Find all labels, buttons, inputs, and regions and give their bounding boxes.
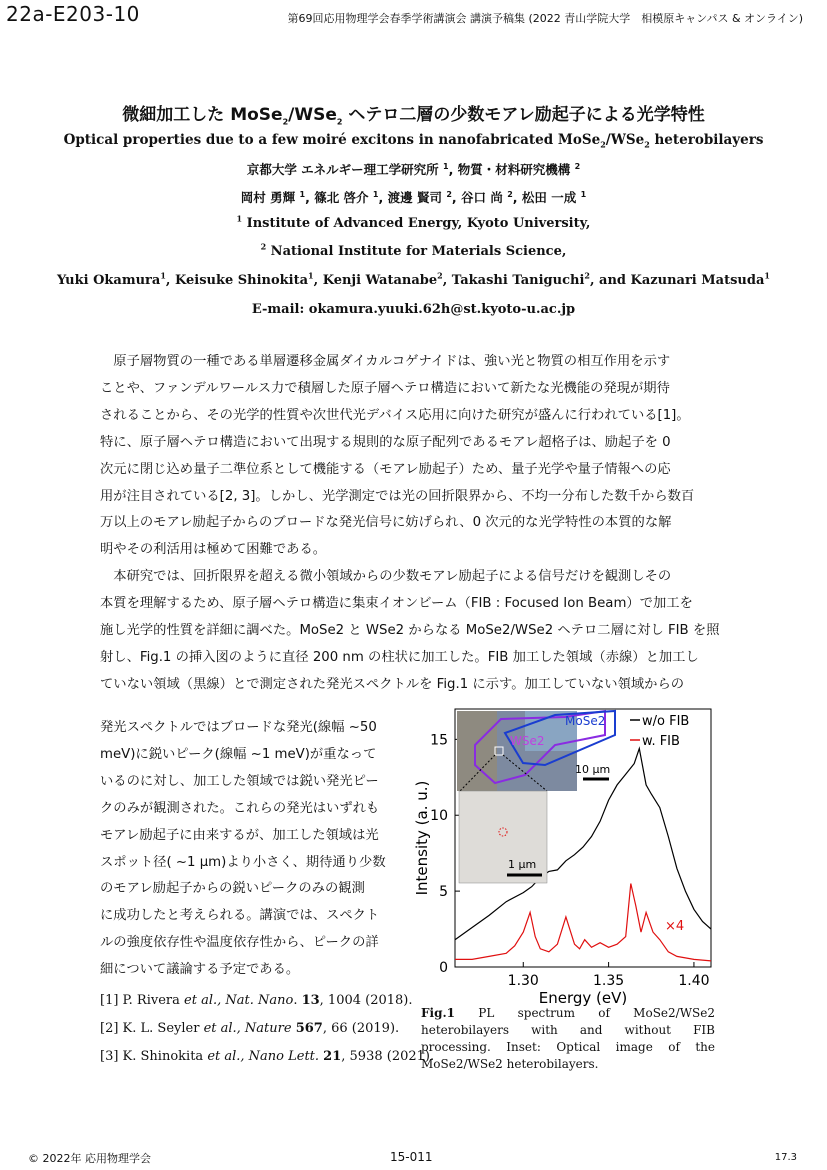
footer-number: 17.3: [774, 1152, 797, 1163]
multiplier-label: ×4: [665, 919, 685, 934]
y-axis-label: Intensity (a. u.): [413, 780, 431, 896]
author-en: Yuki Okamura: [57, 273, 161, 288]
affiliations-japanese: 京都大学 エネルギー理工学研究所 $^1$, 物質・材料研究機構 $^2$: [246, 161, 581, 177]
wse2-label: WSe2: [510, 734, 545, 748]
figure-1: [405, 705, 727, 1010]
conference-header: 第69回応用物理学会春季学術講演会 講演予稿集 (2022 青山学院大学 相模原キャンパス & オンライン): [287, 12, 803, 25]
scale-bar-large: 10 µm: [575, 763, 611, 776]
body-line: 特に、原子層ヘテロ構造において出現する規則的な原子配列であるモアレ超格子は、励起子を 0: [100, 434, 671, 450]
figure-caption: Fig.1 PL spectrum of MoSe2/WSe2 heterobilayers with and without FIB processing. Inset: Optical image of the MoSe2/WSe2 heterobilayers.: [421, 1006, 715, 1071]
author-en: Takashi Taniguchi: [451, 273, 585, 288]
y-tick-label: 10: [430, 808, 448, 825]
inset-zoom-image: [459, 791, 547, 883]
title-english: Optical properties due to a few moiré excitons in nanofabricated MoSe$_2$/WSe$_2$ heterobilayers: [63, 132, 764, 150]
body-line: されることから、その光学的性質や次世代光デバイス応用に向けた研究が盛んに行われている[1]。: [100, 407, 690, 423]
y-tick-label: 5: [439, 884, 448, 901]
session-id: 22a-E203-10: [6, 2, 140, 26]
body-line: 発光スペクトルではブロードな発光(線幅 ~50: [100, 720, 377, 735]
body-line: 万以上のモアレ励起子からのブロードな発光信号に妨げられ、0 次元的な光学特性の本質的な解: [100, 515, 672, 531]
affiliation-2: $^2$ National Institute for Materials Science,: [260, 241, 567, 259]
author-ja: 渡邊 賢司: [387, 190, 447, 205]
body-line: ことや、ファンデルワールス力で積層した原子層ヘテロ構造において新たな光機能の発現が期待: [100, 380, 670, 396]
reference-item: [2] K. L. Seyler et al., Nature 567, 66 (2019).: [100, 1021, 400, 1036]
body-line: meV)に鋭いピーク(線幅 ~1 meV)が重なって: [100, 746, 377, 762]
y-tick-label: 15: [430, 732, 448, 749]
footer-page: 15-011: [390, 1150, 433, 1164]
legend-wo-fib: w/o FIB: [642, 714, 690, 729]
author-en: Kenji Watanabe: [322, 273, 438, 288]
body-line: に成功したと考えられる。講演では、スペクト: [100, 908, 380, 924]
authors-japanese: 岡村 勇輝 $^1$, 篠北 啓介 $^1$, 渡邊 賢司 $^2$, 谷口 尚 $^2$, 松田 一成 $^1$: [240, 189, 587, 205]
authors-english: Yuki Okamura$^1$, Keisuke Shinokita$^1$, Kenji Watanabe$^2$, Takashi Taniguchi$^2$, and Kazunari Matsuda$^1$: [57, 270, 770, 288]
legend: [630, 714, 689, 749]
body-line: 明やその利活用は極めて困難である。: [100, 542, 327, 558]
reference-item: [1] P. Rivera et al., Nat. Nano. 13, 1004 (2018).: [100, 993, 413, 1008]
body-line: ていない領域（黒線）とで測定された発光スペクトルを Fig.1 に示す。加工していない領域からの: [100, 676, 685, 692]
body-line: のモアレ励起子からの鋭いピークのみの観測: [100, 881, 365, 897]
reference-item: [3] K. Shinokita et al., Nano Lett. 21, 5938 (2021).: [100, 1049, 435, 1064]
x-tick-label: 1.35: [593, 973, 625, 989]
author-ja: 篠北 啓介: [314, 190, 373, 205]
email: E-mail: okamura.yuuki.62h@st.kyoto-u.ac.jp: [251, 302, 576, 317]
body-line: 原子層物質の一種である単層遷移金属ダイカルコゲナイドは、強い光と物質の相互作用を示す: [100, 354, 671, 369]
title-japanese: 微細加工した MoSe$_2$/WSe$_2$ ヘテロ二層の少数モアレ励起子による光学特性: [122, 105, 705, 127]
footer-copyright: © 2022年 応用物理学会: [28, 1152, 151, 1165]
body-line: ルの強度依存性や温度依存性から、ピークの詳: [100, 935, 379, 951]
legend-w-fib: w. FIB: [642, 734, 680, 749]
body-line: 本質を理解するため、原子層ヘテロ構造に集束イオンビーム（FIB : Focused Ion Beam）で加工を: [100, 596, 693, 612]
body-line: 本研究では、回折限界を超える微小領域からの少数モアレ励起子による信号だけを観測しその: [100, 569, 672, 585]
author-ja: 松田 一成: [521, 190, 581, 205]
body-line: モアレ励起子に由来するが、加工した領域は光: [100, 827, 379, 843]
body-line: クのみが観測された。これらの発光はいずれも: [100, 800, 380, 816]
body-line: 次元に閉じ込め量子二準位系として機能する（モアレ励起子）ため、量子光学や量子情報への応: [100, 461, 671, 477]
author-en: Keisuke Shinokita: [174, 273, 309, 288]
affiliation-1: $^1$ Institute of Advanced Energy, Kyoto University,: [236, 213, 591, 231]
body-line: 用が注目されている[2, 3]。しかし、光学測定では光の回折限界から、不均一分布した数千から数百: [100, 488, 695, 504]
author-ja: 谷口 尚: [461, 190, 508, 205]
body-line: いるのに対し、加工した領域では鋭い発光ピー: [100, 773, 379, 789]
body-line: スポット径( ~1 µm)より小さく、期待通り少数: [100, 854, 386, 870]
body-line: 施し光学的性質を詳細に調べた。MoSe2 と WSe2 からなる MoSe2/WSe2 ヘテロ二層に対し FIB を照: [100, 623, 720, 638]
scale-bar-small: 1 µm: [508, 858, 537, 871]
x-tick-label: 1.40: [678, 973, 710, 989]
body-line: 射し、Fig.1 の挿入図のように直径 200 nm の柱状に加工した。FIB 加工した領域（赤線）と加工し: [100, 649, 699, 665]
x-tick-label: 1.30: [507, 973, 539, 989]
y-tick-label: 0: [439, 960, 448, 976]
x-axis-label: Energy (eV): [538, 989, 628, 1007]
inset-optical-image: [457, 711, 615, 791]
mose2-label: MoSe2: [565, 714, 606, 728]
body-line: 細について議論する予定である。: [100, 962, 300, 978]
author-ja: 岡村 勇輝: [240, 190, 300, 205]
author-en: Kazunari Matsuda: [630, 273, 765, 288]
